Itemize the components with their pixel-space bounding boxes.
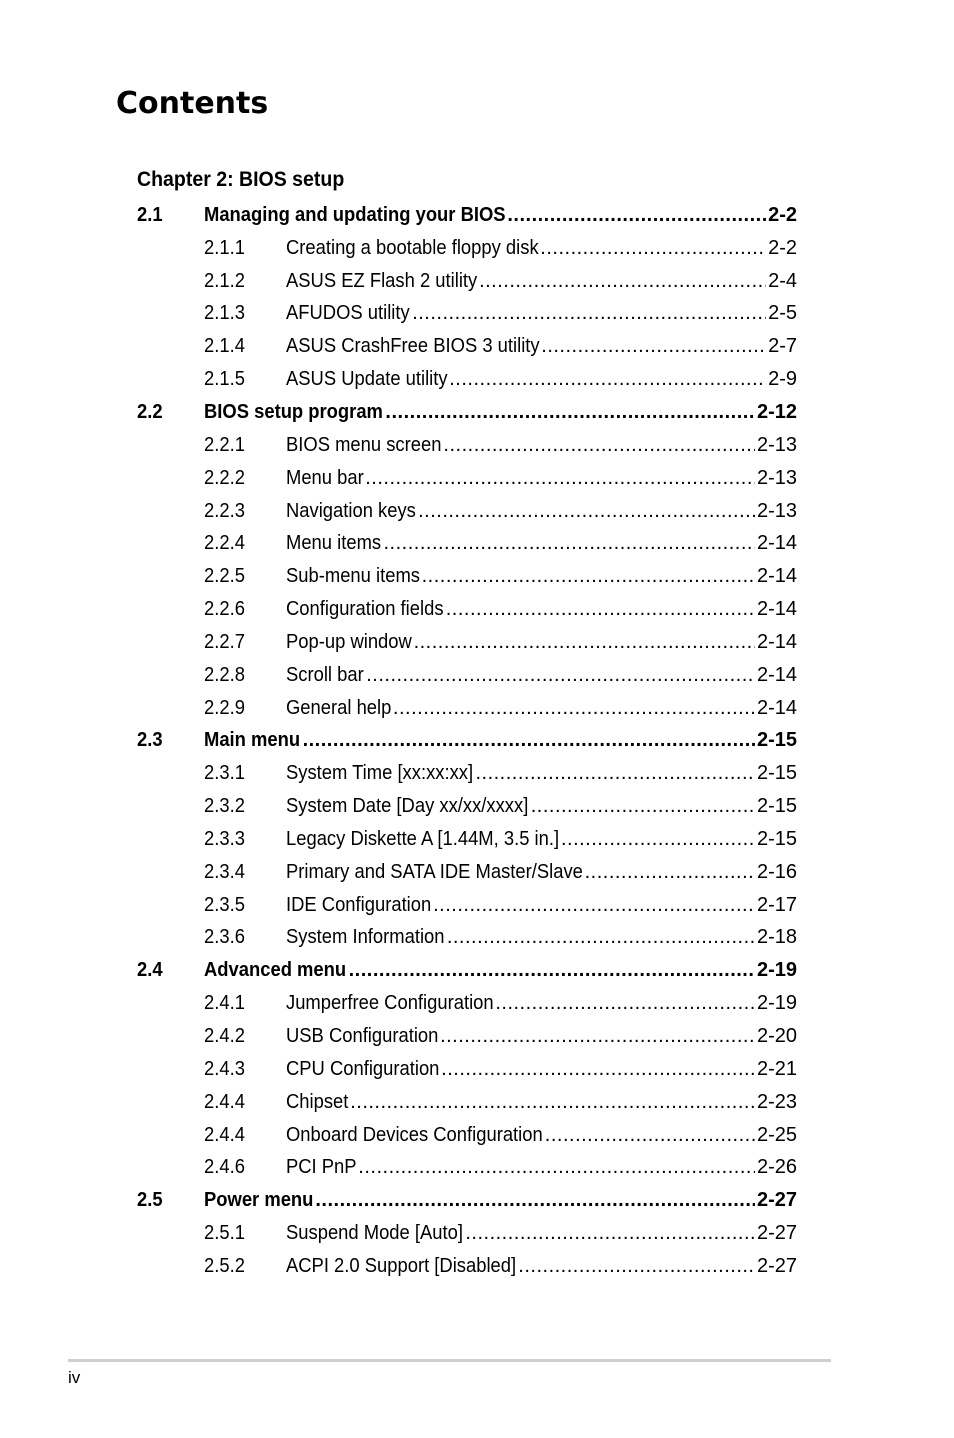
toc-entry-title: ASUS Update utility: [286, 368, 448, 391]
toc-page-number: 2-14: [756, 598, 797, 621]
toc-page-number: 2-5: [768, 302, 797, 325]
toc-entry-title: Menu items: [286, 532, 382, 555]
dot-leader: [366, 664, 755, 687]
toc-page-number: 2-20: [756, 1025, 797, 1048]
toc-entry: [286, 302, 797, 325]
dot-leader: [475, 762, 755, 785]
dot-leader: [440, 1025, 755, 1048]
toc-subsection-row[interactable]: [137, 1020, 797, 1053]
toc-entry: [286, 992, 797, 1015]
dot-leader: [545, 1124, 755, 1147]
toc-subsection-row[interactable]: [137, 987, 797, 1020]
dot-leader: [447, 926, 755, 949]
toc-entry-title: Primary and SATA IDE Master/Slave: [286, 860, 583, 883]
dot-leader: [585, 861, 755, 884]
toc-entry-title: Power menu: [204, 1189, 314, 1212]
toc-section-row[interactable]: [137, 199, 797, 232]
toc-entry: [286, 1255, 797, 1278]
toc-subsection-row[interactable]: [137, 363, 797, 396]
toc-entry-number: 2.4.3: [204, 1057, 245, 1080]
toc-entry-number: 2.4.4: [204, 1123, 245, 1146]
toc-entry-number: 2.1.2: [204, 269, 245, 292]
toc-entry-number: 2.2.1: [204, 433, 245, 456]
toc-subsection-row[interactable]: [137, 856, 797, 889]
toc-page-number: 2-26: [756, 1156, 797, 1179]
toc-page-number: 2-15: [756, 729, 797, 752]
toc-entry-title: BIOS menu screen: [286, 433, 442, 456]
toc-entry-number: 2.3.1: [204, 762, 245, 785]
toc-entry-title: ACPI 2.0 Support [Disabled]: [286, 1254, 517, 1277]
toc-page-number: 2-21: [756, 1057, 797, 1080]
toc-entry: [286, 894, 797, 917]
toc-entry-number: 2.1.4: [204, 335, 245, 358]
toc-entry-title: Menu bar: [286, 466, 364, 489]
toc-subsection-row[interactable]: [137, 495, 797, 528]
toc-subsection-row[interactable]: [137, 1053, 797, 1086]
toc-section-row[interactable]: [137, 396, 797, 429]
toc-entry-number: 2.3.5: [204, 893, 245, 916]
toc-subsection-row[interactable]: [137, 1086, 797, 1119]
dot-leader: [561, 828, 755, 851]
toc-entry-title: Onboard Devices Configuration: [286, 1123, 543, 1146]
dot-leader: [418, 500, 755, 523]
toc-entry: [286, 795, 797, 818]
toc-page-number: 2-15: [756, 762, 797, 785]
toc-entry-number: 2.1: [137, 203, 163, 226]
toc-entry: [286, 1058, 797, 1081]
toc-subsection-row[interactable]: [137, 626, 797, 659]
dot-leader: [441, 1058, 755, 1081]
toc-entry: [204, 729, 797, 752]
dot-leader: [531, 795, 755, 818]
toc-subsection-row[interactable]: [137, 757, 797, 790]
page-title: Contents: [116, 86, 269, 121]
toc-entry-number: 2.2.6: [204, 598, 245, 621]
toc-entry: [286, 828, 797, 851]
toc-page-number: 2-15: [756, 827, 797, 850]
toc-page-number: 2-13: [756, 499, 797, 522]
dot-leader: [393, 697, 755, 720]
toc-page-number: 2-27: [756, 1189, 797, 1212]
toc-entry-number: 2.4.2: [204, 1025, 245, 1048]
toc-entry-title: IDE Configuration: [286, 893, 432, 916]
toc-subsection-row[interactable]: [137, 790, 797, 823]
toc-page-number: 2-4: [768, 269, 797, 292]
dot-leader: [385, 401, 755, 424]
toc-entry-title: Suspend Mode [Auto]: [286, 1222, 463, 1245]
toc-entry: [204, 1189, 797, 1212]
toc-entry: [286, 926, 797, 949]
footer-divider: [68, 1359, 831, 1362]
toc-page-number: 2-27: [756, 1222, 797, 1245]
toc-entry: [286, 664, 797, 687]
toc-entry-title: PCI PnP: [286, 1156, 357, 1179]
toc-section-row[interactable]: [137, 954, 797, 987]
toc-subsection-row[interactable]: [137, 298, 797, 331]
toc-entry-number: 2.3.3: [204, 827, 245, 850]
toc-subsection-row[interactable]: [137, 692, 797, 725]
toc-subsection-row[interactable]: [137, 330, 797, 363]
dot-leader: [443, 434, 755, 457]
dot-leader: [414, 631, 755, 654]
toc-subsection-row[interactable]: [137, 560, 797, 593]
toc-page-number: 2-19: [756, 992, 797, 1015]
toc-entry-title: CPU Configuration: [286, 1057, 440, 1080]
page-number: iv: [68, 1368, 81, 1387]
toc-entry-number: 2.1.1: [204, 236, 245, 259]
toc-subsection-row[interactable]: [137, 462, 797, 495]
toc-entry: [286, 565, 797, 588]
dot-leader: [541, 335, 766, 358]
toc-subsection-row[interactable]: [137, 527, 797, 560]
toc-section-row[interactable]: [137, 1184, 797, 1217]
toc-page-number: 2-2: [768, 203, 797, 226]
toc-entry-title: Chipset: [286, 1090, 349, 1113]
toc-entry-number: 2.2.3: [204, 499, 245, 522]
toc-entry-number: 2.4.6: [204, 1156, 245, 1179]
dot-leader: [540, 237, 766, 260]
toc-page-number: 2-14: [756, 565, 797, 588]
toc-entry-title: Sub-menu items: [286, 565, 420, 588]
toc-entry-title: Main menu: [204, 729, 301, 752]
toc-page-number: 2-14: [756, 696, 797, 719]
toc-entry: [286, 1025, 797, 1048]
toc-subsection-row[interactable]: [137, 429, 797, 462]
toc-entry-title: Jumperfree Configuration: [286, 992, 494, 1015]
toc-entry: [286, 1091, 797, 1114]
toc-entry-title: System Information: [286, 926, 445, 949]
toc-subsection-row[interactable]: [137, 922, 797, 955]
dot-leader: [479, 270, 766, 293]
toc-entry-title: General help: [286, 696, 392, 719]
dot-leader: [495, 992, 755, 1015]
toc-page-number: 2-18: [756, 926, 797, 949]
toc-entry: [286, 697, 797, 720]
toc-subsection-row[interactable]: [137, 1217, 797, 1250]
toc-page-number: 2-25: [756, 1123, 797, 1146]
dot-leader: [349, 959, 755, 982]
toc-entry-title: Configuration fields: [286, 598, 444, 621]
toc-entry-title: BIOS setup program: [204, 400, 383, 423]
toc-entry-number: 2.2.7: [204, 630, 245, 653]
toc-subsection-row[interactable]: [137, 1250, 797, 1283]
toc-entry-number: 2.1.5: [204, 368, 245, 391]
chapter-heading: Chapter 2: BIOS setup: [137, 168, 345, 191]
toc-page-number: 2-23: [756, 1090, 797, 1113]
toc-entry-number: 2.3.4: [204, 860, 245, 883]
toc-entry-number: 2.4.4: [204, 1090, 245, 1113]
toc-entry-number: 2.2.4: [204, 532, 245, 555]
toc-entry-number: 2.2.2: [204, 466, 245, 489]
toc-entry: [204, 401, 797, 424]
dot-leader: [465, 1222, 755, 1245]
dot-leader: [518, 1255, 755, 1278]
table-of-contents: [137, 199, 797, 1283]
toc-entry-title: System Date [Day xx/xx/xxxx]: [286, 795, 529, 818]
dot-leader: [358, 1156, 755, 1179]
dot-leader: [433, 894, 755, 917]
toc-entry: [286, 631, 797, 654]
toc-section-row[interactable]: [137, 725, 797, 758]
toc-entry-number: 2.2.5: [204, 565, 245, 588]
toc-page-number: 2-19: [756, 959, 797, 982]
toc-entry-title: Scroll bar: [286, 663, 364, 686]
toc-entry: [204, 959, 797, 982]
dot-leader: [365, 467, 755, 490]
dot-leader: [315, 1189, 755, 1212]
toc-entry-number: 2.3: [137, 729, 163, 752]
toc-entry: [286, 434, 797, 457]
toc-entry: [286, 532, 797, 555]
toc-entry-number: 2.4: [137, 959, 163, 982]
toc-subsection-row[interactable]: [137, 593, 797, 626]
toc-entry-title: Navigation keys: [286, 499, 416, 522]
toc-entry-number: 2.5.2: [204, 1254, 245, 1277]
toc-entry: [286, 861, 797, 884]
toc-page-number: 2-14: [756, 663, 797, 686]
toc-subsection-row[interactable]: [137, 889, 797, 922]
toc-entry-title: System Time [xx:xx:xx]: [286, 762, 474, 785]
toc-entry: [286, 1222, 797, 1245]
toc-entry-number: 2.4.1: [204, 992, 245, 1015]
toc-page-number: 2-27: [756, 1254, 797, 1277]
toc-entry-title: ASUS CrashFree BIOS 3 utility: [286, 335, 540, 358]
toc-page-number: 2-2: [768, 236, 797, 259]
toc-page-number: 2-13: [756, 466, 797, 489]
toc-entry-number: 2.2: [137, 400, 163, 423]
dot-leader: [446, 598, 755, 621]
toc-entry: [286, 270, 797, 293]
toc-page-number: 2-17: [756, 893, 797, 916]
toc-entry-title: Creating a bootable floppy disk: [286, 236, 539, 259]
toc-page-number: 2-14: [756, 532, 797, 555]
dot-leader: [412, 302, 766, 325]
toc-entry: [204, 204, 797, 227]
toc-entry-number: 2.2.8: [204, 663, 245, 686]
toc-subsection-row[interactable]: [137, 1119, 797, 1152]
toc-page-number: 2-16: [756, 860, 797, 883]
toc-subsection-row[interactable]: [137, 1151, 797, 1184]
toc-subsection-row[interactable]: [137, 265, 797, 298]
toc-entry-number: 2.5: [137, 1189, 163, 1212]
toc-entry: [286, 762, 797, 785]
toc-page-number: 2-13: [756, 433, 797, 456]
toc-subsection-row[interactable]: [137, 659, 797, 692]
toc-entry-title: Managing and updating your BIOS: [204, 203, 506, 226]
toc-entry: [286, 467, 797, 490]
toc-page-number: 2-15: [756, 795, 797, 818]
toc-page-number: 2-7: [768, 335, 797, 358]
toc-entry: [286, 500, 797, 523]
toc-entry: [286, 1156, 797, 1179]
toc-entry-number: 2.3.6: [204, 926, 245, 949]
toc-entry-title: ASUS EZ Flash 2 utility: [286, 269, 478, 292]
toc-page-number: 2-9: [768, 368, 797, 391]
toc-entry-title: Pop-up window: [286, 630, 412, 653]
toc-entry-title: USB Configuration: [286, 1025, 439, 1048]
toc-entry-number: 2.2.9: [204, 696, 245, 719]
dot-leader: [422, 565, 755, 588]
toc-page-number: 2-14: [756, 630, 797, 653]
toc-subsection-row[interactable]: [137, 823, 797, 856]
toc-entry-number: 2.1.3: [204, 302, 245, 325]
toc-entry: [286, 598, 797, 621]
dot-leader: [350, 1091, 755, 1114]
toc-subsection-row[interactable]: [137, 232, 797, 265]
dot-leader: [303, 729, 755, 752]
toc-entry: [286, 1124, 797, 1147]
toc-entry: [286, 237, 797, 260]
toc-entry-title: AFUDOS utility: [286, 302, 410, 325]
toc-page-number: 2-12: [756, 400, 797, 423]
dot-leader: [449, 368, 766, 391]
dot-leader: [507, 204, 766, 227]
toc-entry: [286, 368, 797, 391]
toc-entry-title: Legacy Diskette A [1.44M, 3.5 in.]: [286, 827, 560, 850]
dot-leader: [383, 532, 754, 555]
toc-entry-title: Advanced menu: [204, 959, 347, 982]
toc-entry-number: 2.5.1: [204, 1222, 245, 1245]
toc-entry: [286, 335, 797, 358]
toc-entry-number: 2.3.2: [204, 795, 245, 818]
